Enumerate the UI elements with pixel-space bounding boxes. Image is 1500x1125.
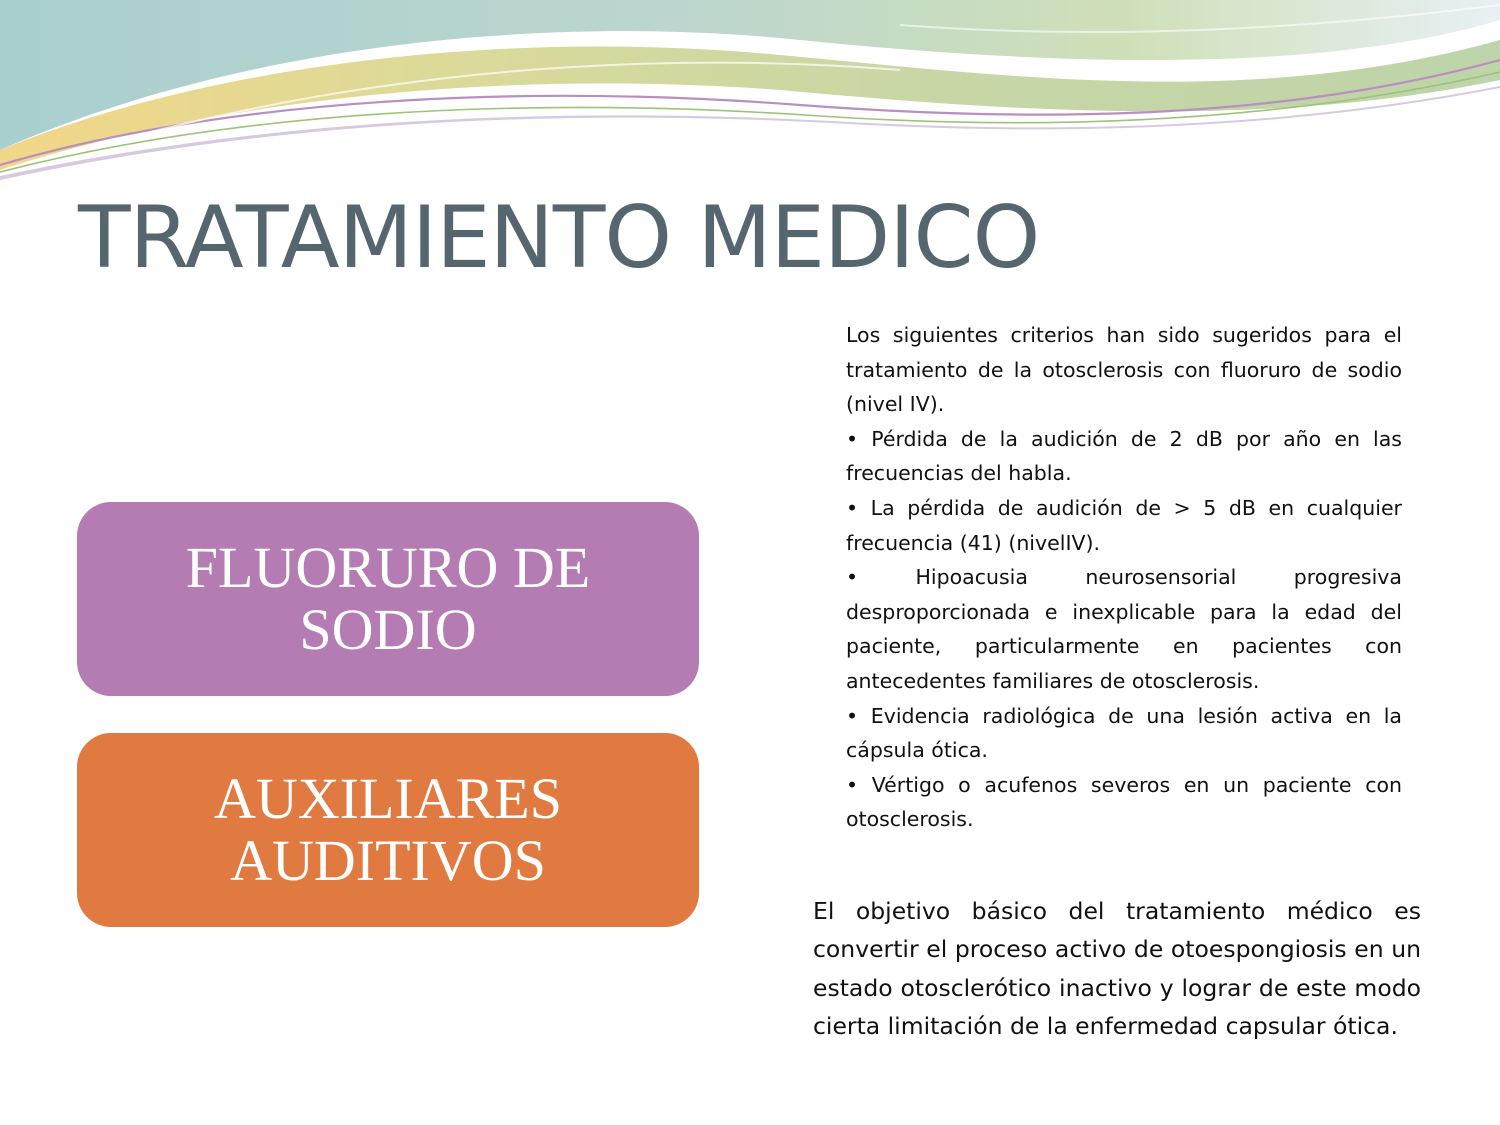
criteria-item: • Pérdida de la audición de 2 dB por año en las frecuencias del habla. <box>846 426 1402 486</box>
criteria-item: • Evidencia radiológica de una lesión activa en la cápsula ótica. <box>846 703 1402 763</box>
auxiliares-auditivos-box <box>77 733 699 927</box>
fluoruro-de-sodio-box <box>77 502 699 696</box>
criteria-item: • Vértigo o acufenos severos en un paciente con otosclerosis. <box>846 772 1402 832</box>
criteria-item: • La pérdida de audición de > 5 dB en cualquier frecuencia (41) (nivelIV). <box>846 495 1402 555</box>
slide-title: TRATAMIENTO MEDICO <box>78 188 1040 288</box>
objective-text: El objetivo básico del tratamiento médico es convertir el proceso activo de otoespongiosis en un estado otosclerótico inactivo y lograr de este modo cierta limitación de la enfermedad capsular ótica. <box>813 897 1421 1041</box>
fluoruro-label-line-1: FLUORURO DE <box>185 535 591 600</box>
auxiliares-label-line-2: AUDITIVOS <box>230 828 546 893</box>
auxiliares-label-line-1: AUXILIARES <box>214 766 562 831</box>
criteria-item: • Hipoacusia neurosensorial progresiva desproporcionada e inexplicable para la edad del paciente, particularmente en pacientes con antecedentes familiares de otosclerosis. <box>846 565 1402 693</box>
header-wave-decoration <box>0 0 1500 180</box>
criteria-text-box <box>838 314 1408 850</box>
fluoruro-label-line-2: SODIO <box>299 597 477 662</box>
criteria-intro: Los siguientes criterios han sido sugeridos para el tratamiento de la otosclerosis con fluoruro de sodio (nivel IV). <box>846 323 1402 417</box>
objective-text-box <box>805 878 1425 1090</box>
